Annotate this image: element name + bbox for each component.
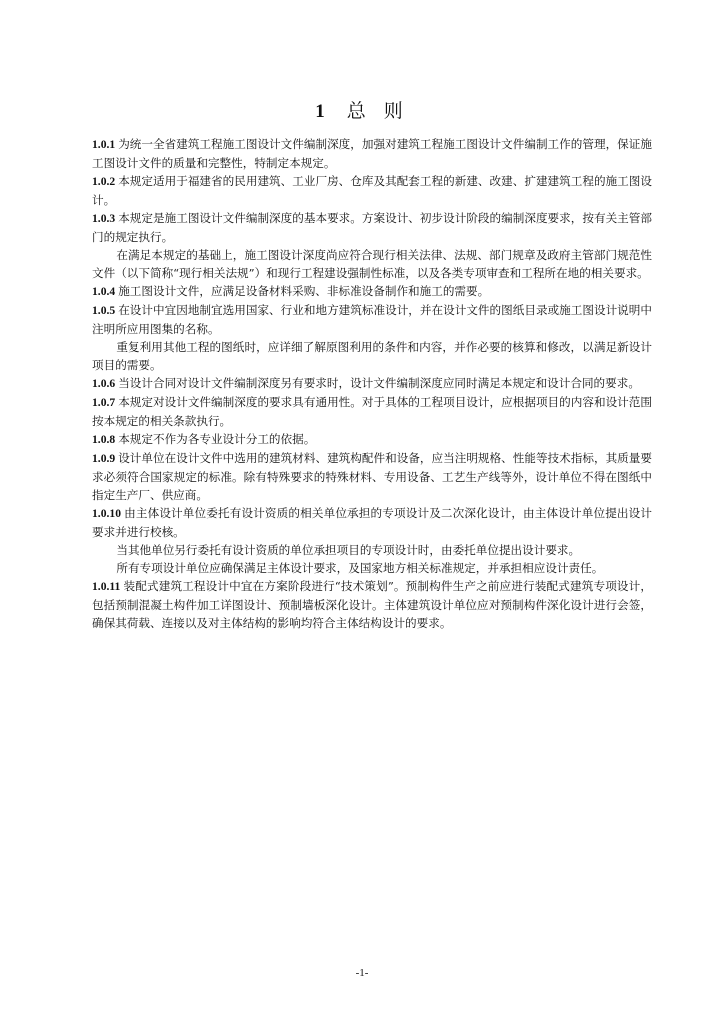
- clause-number: 1.0.1: [92, 138, 116, 151]
- paragraph-continuation: [92, 246, 652, 282]
- clause-1-0-11: [92, 577, 652, 632]
- clause-text: 本规定不作为各专业设计分工的依据。: [118, 432, 316, 446]
- clause-number: 1.0.11: [92, 580, 121, 593]
- clause-1-0-10: [92, 504, 652, 541]
- clause-1-0-1: [92, 135, 652, 172]
- clause-number: 1.0.6: [92, 377, 116, 390]
- clause-number: 1.0.4: [92, 285, 116, 298]
- clause-1-0-2: [92, 172, 652, 209]
- paragraph-text: 所有专项设计单位应确保满足主体设计要求，及国家地方相关标准规定，并承担相应设计责任。: [116, 561, 604, 575]
- clause-text: 在设计中宜因地制宜选用国家、行业和地方建筑标准设计，并在设计文件的图纸目录或施工图设计说明中注明所应用图集的名称。: [92, 303, 652, 336]
- clause-text: 本规定对设计文件编制深度的要求具有通用性。对于具体的工程项目设计，应根据项目的内容和设计范围按本规定的相关条款执行。: [92, 395, 652, 428]
- paragraph-text: 当其他单位另行委托有设计资质的单位承担项目的专项设计时，由委托单位提出设计要求。: [116, 543, 581, 557]
- clause-text: 本规定适用于福建省的民用建筑、工业厂房、仓库及其配套工程的新建、改建、扩建建筑工程的施工图设计。: [92, 174, 652, 207]
- chapter-number: 1: [315, 101, 331, 122]
- clause-1-0-6: [92, 374, 652, 393]
- chapter-name: 总 则: [346, 100, 409, 122]
- clause-text: 本规定是施工图设计文件编制深度的基本要求。方案设计、初步设计阶段的编制深度要求，按有关主管部门的规定执行。: [92, 211, 652, 244]
- clause-1-0-7: [92, 393, 652, 430]
- clause-number: 1.0.10: [92, 507, 121, 520]
- clause-text: 设计单位在设计文件中选用的建筑材料、建筑构配件和设备，应当注明规格、性能等技术指标，其质量要求必须符合国家规定的标准。除有特殊要求的特殊材料、专用设备、工艺生产线等外，设计单位不得在图纸中指定生产厂、供应商。: [92, 451, 652, 502]
- clause-number: 1.0.8: [92, 433, 116, 446]
- paragraph-continuation: [92, 559, 652, 577]
- paragraph-continuation: [92, 541, 652, 559]
- paragraph-text: 在满足本规定的基础上，施工图设计深度尚应符合现行相关法律、法规、部门规章及政府主管部门规范性文件（以下简称“现行相关法规”）和现行工程建设强制性标准，以及各类专项审查和工程所在地的相关要求。: [92, 248, 652, 280]
- clause-text: 由主体设计单位委托有设计资质的相关单位承担的专项设计及二次深化设计，由主体设计单位提出设计要求并进行校核。: [92, 506, 652, 539]
- clause-1-0-5: [92, 301, 652, 338]
- chapter-title: [0, 96, 724, 123]
- paragraph-text: 重复利用其他工程的图纸时，应详细了解原图利用的条件和内容，并作必要的核算和修改，以满足新设计项目的需要。: [92, 340, 652, 372]
- clause-1-0-9: [92, 449, 652, 504]
- clause-1-0-8: [92, 430, 652, 449]
- document-body: [92, 135, 652, 632]
- paragraph-continuation: [92, 338, 652, 374]
- clause-number: 1.0.9: [92, 452, 116, 465]
- clause-1-0-3: [92, 209, 652, 246]
- clause-number: 1.0.3: [92, 212, 116, 225]
- clause-1-0-4: [92, 282, 652, 301]
- clause-text: 为统一全省建筑工程施工图设计文件编制深度，加强对建筑工程施工图设计文件编制工作的管理，保证施工图设计文件的质量和完整性，特制定本规定。: [92, 137, 652, 170]
- clause-text: 施工图设计文件，应满足设备材料采购、非标准设备制作和施工的需要。: [118, 284, 490, 298]
- clause-number: 1.0.5: [92, 304, 116, 317]
- clause-number: 1.0.2: [92, 175, 116, 188]
- clause-text: 当设计合同对设计文件编制深度另有要求时，设计文件编制深度应同时满足本规定和设计合同的要求。: [118, 376, 640, 390]
- clause-number: 1.0.7: [92, 396, 116, 409]
- clause-text: 装配式建筑工程设计中宜在方案阶段进行“技术策划”。预制构件生产之前应进行装配式建筑专项设计，包括预制混凝土构件加工详图设计、预制墙板深化设计。主体建筑设计单位应对预制构件深化设计进行会签，确保其荷载、连接以及对主体结构的影响均符合主体结构设计的要求。: [92, 579, 652, 630]
- page-number: -1-: [355, 967, 369, 979]
